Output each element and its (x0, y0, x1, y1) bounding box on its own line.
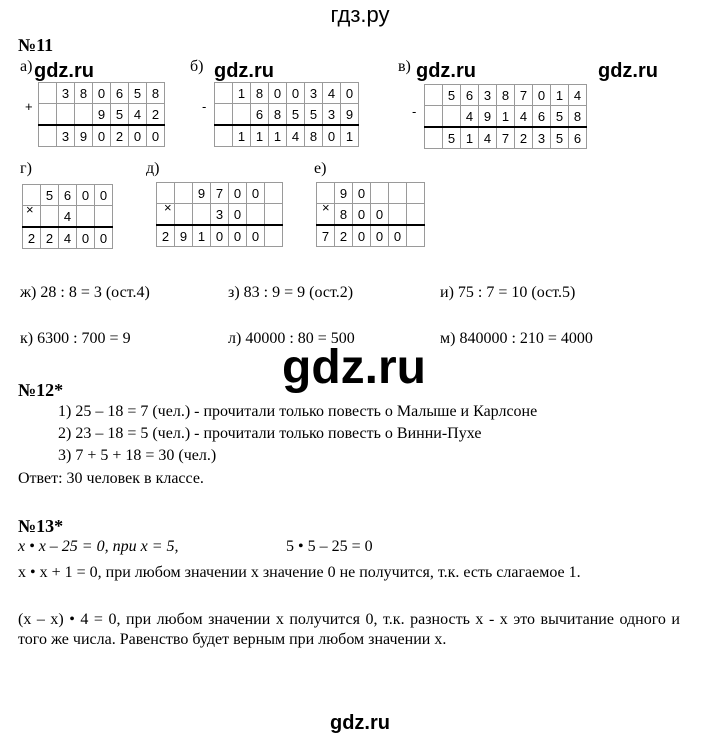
footer-watermark: gdz.ru (330, 712, 390, 734)
operator-v: - (412, 104, 417, 119)
digit-cell (443, 106, 461, 128)
digit-cell: 0 (353, 183, 371, 204)
site-header: гдз.ру (330, 2, 390, 27)
digit-cell: 4 (323, 83, 341, 104)
label-a: а) (20, 58, 33, 75)
digit-cell: 3 (57, 125, 75, 147)
digit-cell (407, 204, 425, 226)
division-zh: ж) 28 : 8 = 3 (ост.4) (20, 284, 150, 301)
task-12-title: №12* (18, 380, 64, 400)
digit-cell: 4 (287, 125, 305, 147)
digit-cell: 1 (461, 127, 479, 149)
digit-cell: 5 (129, 83, 147, 104)
digit-cell: 5 (443, 85, 461, 106)
digit-cell (425, 127, 443, 149)
operator-e: × (322, 200, 330, 215)
digit-cell: 9 (341, 104, 359, 126)
digit-cell: 8 (569, 106, 587, 128)
label-b: б) (190, 58, 204, 75)
digit-cell (247, 204, 265, 226)
task-12-step: 3) 7 + 5 + 18 = 30 (чел.) (58, 447, 217, 464)
digit-cell (317, 204, 335, 226)
digit-cell (265, 183, 283, 204)
digit-cell: 4 (129, 104, 147, 126)
digit-cell: 5 (443, 127, 461, 149)
digit-cell (157, 204, 175, 226)
digit-cell (389, 183, 407, 204)
operator-g: × (26, 202, 34, 217)
task-13-paragraph: (x – x) • 4 = 0, при любом значении x получится 0, т.к. разность x - x это вычитание одного и того же числа. Равенство будет верным при любом значении x. (18, 611, 680, 648)
column-calc-g (22, 184, 113, 249)
digit-cell: 2 (157, 225, 175, 247)
result-row (23, 227, 113, 249)
digit-cell (193, 204, 211, 226)
division-i: и) 75 : 7 = 10 (ост.5) (440, 284, 576, 301)
digit-cell (233, 104, 251, 126)
column-calc-b (214, 82, 359, 147)
digit-cell: 8 (497, 85, 515, 106)
digit-cell: 0 (95, 185, 113, 206)
column-calc-d (156, 182, 283, 247)
operator-a: + (25, 99, 33, 114)
column-calc-a (38, 82, 165, 147)
digit-cell: 0 (147, 125, 165, 147)
digit-cell: 0 (389, 225, 407, 247)
task-12-answer: Ответ: 30 человек в классе. (18, 470, 204, 487)
digit-cell: 2 (335, 225, 353, 247)
digit-cell (175, 204, 193, 226)
digit-cell (23, 206, 41, 228)
digit-cell: 4 (515, 106, 533, 128)
digit-cell: 4 (59, 227, 77, 249)
digit-cell: 0 (371, 225, 389, 247)
digit-cell: 8 (147, 83, 165, 104)
operator-d: × (164, 200, 172, 215)
digit-cell: 3 (211, 204, 229, 226)
division-z: з) 83 : 9 = 9 (ост.2) (228, 284, 354, 301)
digit-cell: 9 (193, 183, 211, 204)
digit-cell (175, 183, 193, 204)
digit-cell: 1 (193, 225, 211, 247)
digit-cell: 7 (211, 183, 229, 204)
digit-cell: 3 (57, 83, 75, 104)
digit-cell: 8 (75, 83, 93, 104)
digit-cell: 2 (147, 104, 165, 126)
digit-cell: 2 (111, 125, 129, 147)
digit-cell: 9 (175, 225, 193, 247)
division-k: к) 6300 : 700 = 9 (20, 330, 131, 347)
task-13-equation: x • x – 25 = 0, при x = 5, (18, 538, 179, 555)
digit-cell (95, 206, 113, 228)
digit-cell: 6 (461, 85, 479, 106)
digit-cell: 6 (533, 106, 551, 128)
digit-cell: 7 (515, 85, 533, 106)
task-12-step: 1) 25 – 18 = 7 (чел.) - прочитали только повесть о Малыше и Карлсоне (58, 403, 538, 420)
digit-cell: 9 (335, 183, 353, 204)
digit-cell: 5 (551, 106, 569, 128)
digit-cell: 1 (341, 125, 359, 147)
task-13-check: 5 • 5 – 25 = 0 (286, 538, 373, 555)
digit-cell: 6 (569, 127, 587, 149)
digit-cell: 3 (479, 85, 497, 106)
operand-row (39, 83, 165, 104)
digit-cell (425, 106, 443, 128)
digit-cell (215, 83, 233, 104)
digit-cell (407, 183, 425, 204)
digit-cell (39, 104, 57, 126)
digit-cell (265, 204, 283, 226)
digit-cell: 8 (251, 83, 269, 104)
watermark: gdz.ru (598, 60, 658, 82)
digit-cell: 6 (251, 104, 269, 126)
digit-cell: 0 (229, 204, 247, 226)
digit-cell: 9 (75, 125, 93, 147)
operand-row (425, 106, 587, 128)
watermark: gdz.ru (416, 60, 476, 82)
digit-cell: 2 (41, 227, 59, 249)
task-13-title: №13* (18, 516, 64, 536)
digit-cell: 9 (93, 104, 111, 126)
digit-cell: 0 (93, 125, 111, 147)
digit-cell: 5 (287, 104, 305, 126)
digit-cell: 0 (93, 83, 111, 104)
digit-cell (157, 183, 175, 204)
watermark-large: gdz.ru (282, 341, 426, 394)
digit-cell: 4 (461, 106, 479, 128)
digit-cell: 0 (77, 185, 95, 206)
digit-cell: 4 (479, 127, 497, 149)
watermark: gdz.ru (34, 60, 94, 82)
operand-row (157, 183, 283, 204)
operand-row (157, 204, 283, 226)
digit-cell: 0 (229, 225, 247, 247)
operand-row (215, 104, 359, 126)
operand-row (317, 204, 425, 226)
operand-row (317, 183, 425, 204)
operand-row (215, 83, 359, 104)
digit-cell (215, 104, 233, 126)
digit-cell (39, 125, 57, 147)
digit-cell: 0 (129, 125, 147, 147)
digit-cell: 0 (77, 227, 95, 249)
digit-cell: 2 (515, 127, 533, 149)
digit-cell: 4 (569, 85, 587, 106)
result-row (39, 125, 165, 147)
digit-cell: 4 (59, 206, 77, 228)
column-calc-e (316, 182, 425, 247)
digit-cell: 1 (251, 125, 269, 147)
digit-cell: 0 (247, 183, 265, 204)
digit-cell (57, 104, 75, 126)
operator-b: - (202, 99, 207, 114)
digit-cell: 5 (111, 104, 129, 126)
digit-cell: 1 (497, 106, 515, 128)
digit-cell: 8 (269, 104, 287, 126)
digit-cell: 0 (211, 225, 229, 247)
digit-cell: 8 (305, 125, 323, 147)
digit-cell: 3 (305, 83, 323, 104)
digit-cell: 7 (317, 225, 335, 247)
digit-cell (265, 225, 283, 247)
label-g: г) (20, 160, 32, 177)
task-11-title: №11 (18, 35, 54, 55)
digit-cell (407, 225, 425, 247)
operand-row (23, 206, 113, 228)
digit-cell: 6 (111, 83, 129, 104)
digit-cell: 0 (341, 83, 359, 104)
digit-cell (75, 104, 93, 126)
digit-cell: 5 (41, 185, 59, 206)
digit-cell: 0 (95, 227, 113, 249)
digit-cell: 0 (247, 225, 265, 247)
label-e: е) (314, 160, 327, 177)
column-calc-v (424, 84, 587, 149)
operand-row (23, 185, 113, 206)
digit-cell: 0 (323, 125, 341, 147)
digit-cell: 3 (323, 104, 341, 126)
digit-cell: 0 (287, 83, 305, 104)
division-m: м) 840000 : 210 = 4000 (440, 330, 593, 347)
label-v: в) (398, 58, 411, 75)
digit-cell: 0 (229, 183, 247, 204)
digit-cell (389, 204, 407, 226)
digit-cell: 0 (353, 225, 371, 247)
digit-cell: 1 (233, 83, 251, 104)
division-l: л) 40000 : 80 = 500 (228, 330, 355, 347)
digit-cell (39, 83, 57, 104)
digit-cell: 0 (269, 83, 287, 104)
digit-cell: 5 (305, 104, 323, 126)
digit-cell: 0 (353, 204, 371, 226)
operand-row (39, 104, 165, 126)
digit-cell (23, 185, 41, 206)
digit-cell: 1 (233, 125, 251, 147)
digit-cell (215, 125, 233, 147)
digit-cell: 1 (269, 125, 287, 147)
result-row (317, 225, 425, 247)
digit-cell (41, 206, 59, 228)
digit-cell: 0 (533, 85, 551, 106)
result-row (215, 125, 359, 147)
digit-cell: 1 (551, 85, 569, 106)
digit-cell: 5 (551, 127, 569, 149)
watermark: gdz.ru (214, 60, 274, 82)
digit-cell: 6 (59, 185, 77, 206)
task-13-paragraph: x • x + 1 = 0, при любом значении x значение 0 не получится, т.к. есть слагаемое 1. (18, 564, 581, 581)
digit-cell: 2 (23, 227, 41, 249)
result-row (425, 127, 587, 149)
digit-cell (317, 183, 335, 204)
digit-cell (77, 206, 95, 228)
digit-cell: 3 (533, 127, 551, 149)
digit-cell (425, 85, 443, 106)
label-d: д) (146, 160, 160, 177)
digit-cell: 9 (479, 106, 497, 128)
result-row (157, 225, 283, 247)
digit-cell: 7 (497, 127, 515, 149)
digit-cell: 0 (371, 204, 389, 226)
task-12-step: 2) 23 – 18 = 5 (чел.) - прочитали только повесть о Винни-Пухе (58, 425, 482, 442)
digit-cell (371, 183, 389, 204)
operand-row (425, 85, 587, 106)
digit-cell: 8 (335, 204, 353, 226)
